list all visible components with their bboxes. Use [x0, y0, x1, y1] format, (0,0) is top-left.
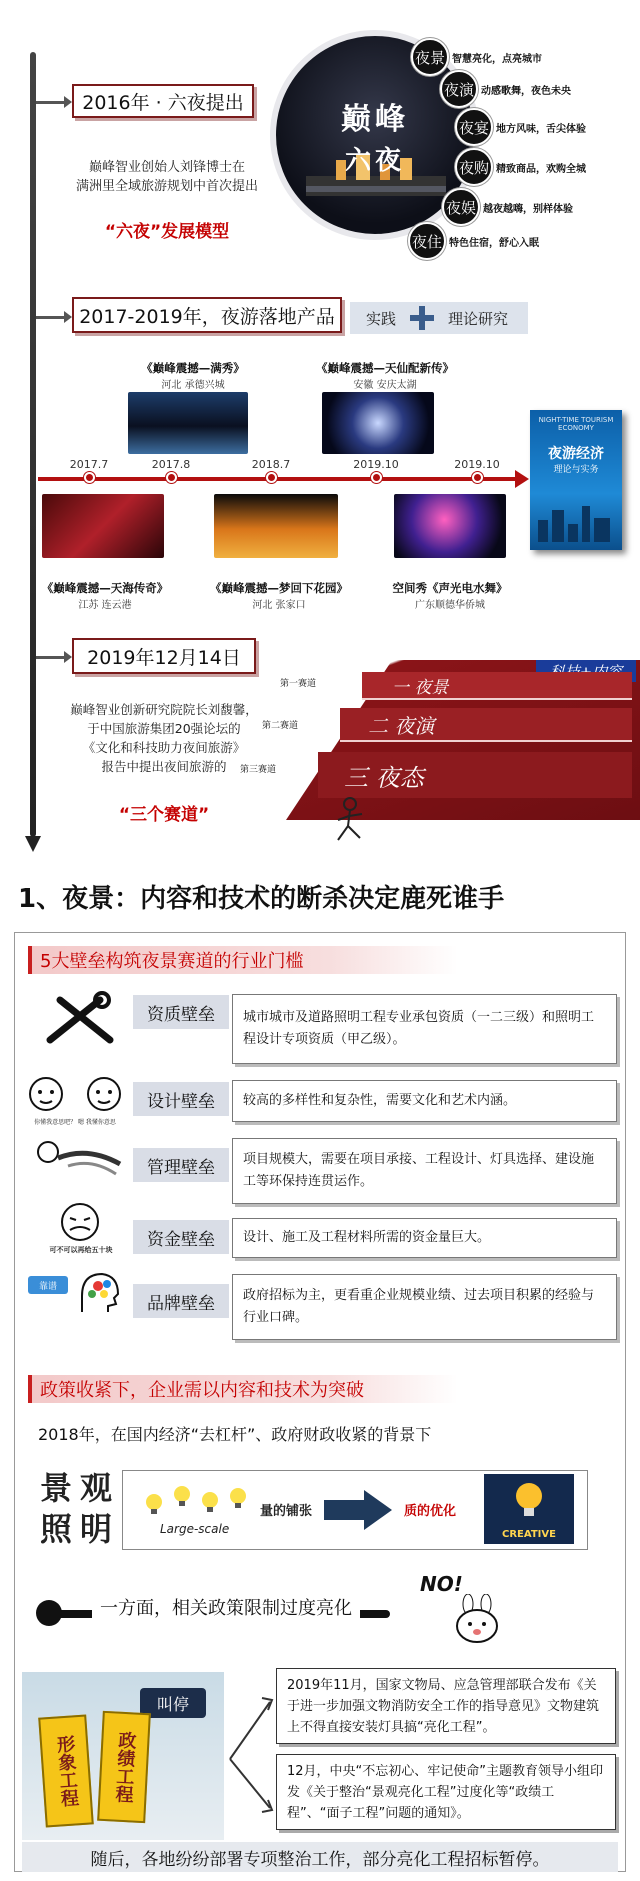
- creative-label: CREATIVE: [502, 1529, 556, 1540]
- product-water-dance: [380, 580, 520, 611]
- meme-caption-funds: 可不可以再给五十块: [49, 1246, 113, 1254]
- tag-practice: 实践: [366, 309, 397, 328]
- year-box-2016: 2016年 · 六夜提出: [72, 84, 254, 118]
- intro-2016-line2: 满洲里全域旅游规划中首次提出: [75, 179, 258, 194]
- timeline-dot: [266, 472, 277, 483]
- night-circle: 夜购: [455, 148, 493, 186]
- scene-char: 照: [39, 1510, 72, 1548]
- management-icon: [28, 1136, 128, 1186]
- product-place: 江苏 连云港: [78, 600, 132, 611]
- creative-bulb-icon: [512, 1480, 546, 1520]
- policy-box-november: 2019年11月，国家文物局、应急管理部联合发布《关于进一步加强文物消防安全工作的指导意见》文物建筑上不得直接安装灯具搞“亮化工程”。: [276, 1668, 616, 1744]
- photo-tianhai: [42, 494, 164, 558]
- product-timeline-head: [515, 470, 529, 488]
- intro-2016-line1: 巅峰智业创始人刘锋博士在: [88, 160, 245, 175]
- six-night-title-2: 六夜: [344, 146, 405, 176]
- footer-note: 随后，各地纷纷部署专项整治工作，部分亮化工程招标暂停。: [22, 1842, 618, 1872]
- six-night-title-1: 巅峰: [341, 102, 409, 137]
- six-night-model: “六夜”发展模型: [104, 222, 230, 242]
- timeline-date: 2017.8: [151, 458, 191, 471]
- barrier-desc-design: 较高的多样性和复杂性，需要文化和艺术内涵。: [232, 1080, 617, 1122]
- night-desc: 地方风味，舌尖体验: [496, 123, 586, 135]
- barrier-label-qualification: 资质壁垒: [133, 995, 229, 1029]
- barrier-desc-brand: 政府招标为主，更看重企业规模业绩、过去项目积累的经验与行业口碑。: [232, 1274, 617, 1340]
- barrier-label-design: 设计壁垒: [133, 1082, 229, 1116]
- image-project-sign: 形象工程: [38, 1714, 94, 1827]
- track-2: 二 夜演: [340, 708, 632, 742]
- quantity-label: 量的铺张: [260, 1504, 313, 1519]
- arrow-2019: [36, 656, 66, 659]
- product-tianxianpei: [300, 360, 470, 391]
- night-circle: 夜娱: [442, 188, 480, 226]
- timeline-dot: [472, 472, 483, 483]
- right-arrow-icon: [324, 1490, 394, 1530]
- runner-icon: [330, 796, 370, 846]
- photo-tianxianpei: [322, 392, 434, 454]
- intro-2019-line3: 《文化和科技助力夜间旅游》: [82, 740, 246, 755]
- arrow-2016: [36, 101, 66, 104]
- bracket-arrows: [226, 1684, 276, 1834]
- scene-lighting-chars: [36, 1468, 116, 1550]
- product-manxiu: [118, 360, 268, 391]
- product-tianhai: [30, 580, 180, 611]
- intro-2019-line2: 于中国旅游集团20强论坛的: [87, 721, 241, 736]
- night-item-2: [440, 70, 571, 108]
- crying-face-icon: [52, 1200, 108, 1244]
- rabbit-icon: [448, 1594, 506, 1644]
- night-circle: 夜演: [440, 70, 478, 108]
- intro-2019-line4: 报告中提出夜间旅游的: [101, 759, 227, 774]
- product-place: 安徽 安庆太湖: [353, 380, 417, 391]
- timeline-date: 2019.10: [454, 458, 500, 471]
- tag-theory: 理论研究: [448, 309, 509, 328]
- book-skyline-icon: [534, 502, 618, 542]
- three-tracks-model: “三个赛道”: [118, 805, 210, 825]
- night-circle: 夜宴: [455, 108, 493, 146]
- night-item-3: [455, 108, 586, 146]
- track-1: 一 夜景: [362, 672, 632, 700]
- photo-menghui: [214, 494, 338, 558]
- stop-sign: 叫停: [140, 1688, 206, 1718]
- night-item-5: [442, 188, 573, 226]
- barrier-label-management: 管理壁垒: [133, 1148, 229, 1182]
- track-label-2: 第二赛道: [262, 721, 299, 731]
- reliable-badge: 靠谱: [28, 1276, 68, 1294]
- timeline-date: 2019.10: [353, 458, 399, 471]
- tools-icon: [40, 990, 120, 1050]
- barrier-label-brand: 品牌壁垒: [133, 1284, 229, 1318]
- barrier-desc-qualification: 城市城市及道路照明工程专业承包资质（一二三级）和照明工程设计专项资质（甲乙级）。: [232, 994, 617, 1064]
- brush-dot: [36, 1600, 62, 1626]
- timeline-spine: [30, 52, 36, 837]
- policy-banner: 政策收紧下，企业需以内容和技术为突破: [28, 1375, 458, 1403]
- product-timeline-line: [38, 477, 518, 481]
- large-scale-label: Large-scale: [160, 1522, 230, 1536]
- product-place: 广东顺德华侨城: [415, 600, 485, 611]
- product-title: 《巅峰震撼—满秀》: [141, 361, 245, 375]
- photo-manxiu: [128, 392, 248, 454]
- timeline-dot: [166, 472, 177, 483]
- night-desc: 精致商品，欢购全城: [496, 163, 586, 175]
- scene-char: 景: [39, 1469, 72, 1507]
- book-en-title: NIGHT-TIME TOURISM ECONOMY: [538, 416, 614, 432]
- meme-faces-icon: [20, 1070, 130, 1122]
- achievement-project-sign: 政绩工程: [97, 1711, 151, 1823]
- track-3: 三 夜态: [318, 752, 632, 798]
- barrier-desc-management: 项目规模大，需要在项目承接、工程设计、灯具选择、建设施工等环保持连贯运作。: [232, 1138, 617, 1204]
- practice-theory-tag: [350, 302, 528, 334]
- timeline-dot: [371, 472, 382, 483]
- night-circle: 夜景: [411, 38, 449, 76]
- night-desc: 智慧亮化，点亮城市: [452, 53, 542, 65]
- policy-box-december: 12月，中央“不忘初心、牢记使命”主题教育领导小组印发《关于整治“景观亮化工程”过度化等“政绩工程”、“面子工程”问题的通知》。: [276, 1754, 616, 1830]
- timeline-date: 2018.7: [251, 458, 291, 471]
- product-menghui: [196, 580, 362, 611]
- plus-icon: [410, 306, 434, 330]
- track-label-3: 第三赛道: [240, 765, 277, 775]
- product-title: 《巅峰震撼—天仙配新传》: [316, 361, 454, 375]
- quality-label: 质的优化: [404, 1504, 457, 1519]
- timeline-date: 2017.7: [69, 458, 109, 471]
- product-place: 河北 承德兴城: [161, 380, 225, 391]
- scene-char: 观: [79, 1469, 112, 1507]
- book-cover: [530, 410, 622, 550]
- bulbs-icon: [134, 1476, 254, 1526]
- night-item-6: [408, 222, 539, 260]
- track-label-1: 第一赛道: [280, 679, 317, 689]
- book-title: 夜游经济: [548, 446, 604, 462]
- night-desc: 特色住宿，舒心入眠: [449, 237, 539, 249]
- section-heading: 1、夜景：内容和技术的断杀决定鹿死谁手: [18, 884, 505, 914]
- night-desc: 越夜越嗨，别样体验: [483, 203, 573, 215]
- restriction-text: 一方面，相关政策限制过度亮化: [92, 1594, 360, 1620]
- night-circle: 夜住: [408, 222, 446, 260]
- intro-2019-line1: 巅峰智业创新研究院院长刘馥馨，: [70, 702, 258, 717]
- product-title: 《巅峰震撼—梦回下花园》: [210, 581, 348, 595]
- meme-caption-design: 你懂我意思吧？ 嗯 我懂你意思: [34, 1119, 116, 1126]
- book-subtitle: 理论与实务: [553, 465, 599, 475]
- product-title: 空间秀《声光电水舞》: [392, 581, 508, 595]
- brain-head-icon: [72, 1268, 122, 1318]
- photo-water-dance: [394, 494, 506, 558]
- product-place: 河北 张家口: [252, 600, 306, 611]
- year-box-2019: 2019年12月14日: [72, 638, 256, 674]
- barrier-desc-funds: 设计、施工及工程材料所需的资金量巨大。: [232, 1218, 617, 1258]
- policy-intro: 2018年，在国内经济“去杠杆”、政府财政收紧的背景下: [38, 1425, 432, 1444]
- timeline-dot: [84, 472, 95, 483]
- no-label: NO!: [420, 1572, 463, 1596]
- night-item-4: [455, 148, 586, 186]
- night-desc: 动感歌舞，夜色未央: [481, 85, 571, 97]
- scene-char: 明: [79, 1510, 112, 1548]
- creative-tile: [484, 1474, 574, 1544]
- timeline-arrow-tip: [25, 836, 41, 852]
- barriers-banner: 5大壁垒构筑夜景赛道的行业门槛: [28, 946, 458, 974]
- product-title: 《巅峰震撼—天海传奇》: [41, 581, 169, 595]
- year-box-2017: 2017-2019年，夜游落地产品: [72, 297, 342, 333]
- intro-2016: [52, 158, 282, 196]
- arrow-2017: [36, 316, 66, 319]
- barrier-label-funds: 资金壁垒: [133, 1220, 229, 1254]
